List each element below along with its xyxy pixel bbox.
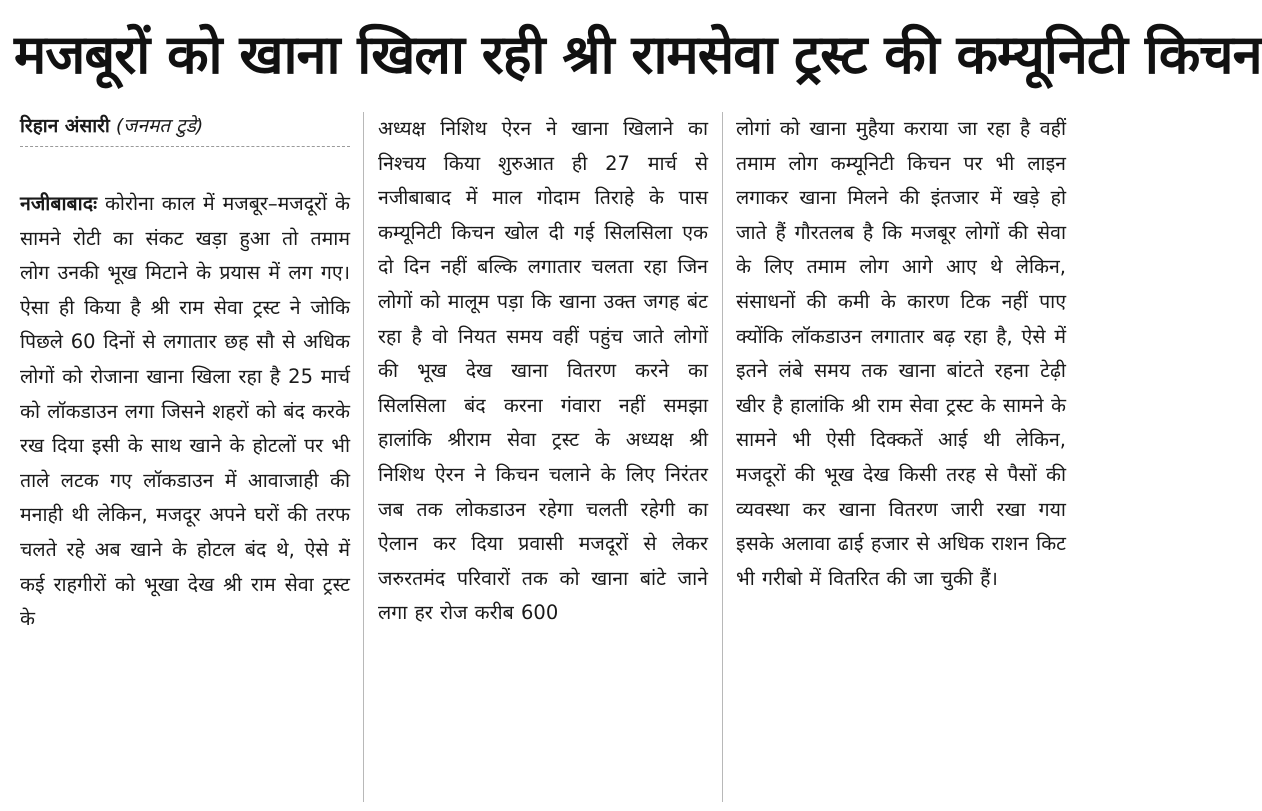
article-paragraph-1 xyxy=(20,187,350,637)
byline-divider xyxy=(20,146,350,147)
byline-author: रिहान अंसारी xyxy=(20,115,110,137)
column-divider-2 xyxy=(722,112,723,802)
article-text-1: कोरोना काल में मजबूर–मजदूरों के सामने रोटी का संकट खड़ा हुआ तो तमाम लोग उनकी भूख मिटाने के प्रयास में लग गए। ऐसा ही किया है श्री राम सेवा ट्रस्ट ने जोकि पिछले 60 दिनों से लगातार छह सौ से अधिक लोगों को रोजाना खाना खिला रहा है 25 मार्च को लॉकडाउन लगा जिसने शहरों को बंद करके रख दिया इसी के साथ खाने के होटलों पर भी ताले लटक गए लॉकडाउन में आवाजाही की मनाही थी लेकिन, मजदूर अपने घरों की तरफ चलते रहे अब खाने के होटल बंद थे, ऐसे में कई राहगीरों को भूखा देख श्री राम सेवा ट्रस्ट के xyxy=(20,192,350,631)
byline-source: (जनमत टुडे) xyxy=(115,115,204,137)
article-text-2: अध्यक्ष निशिथ ऐरन ने खाना खिलाने का निश्चय किया शुरुआत ही 27 मार्च से नजीबाबाद में माल गोदाम तिराहे के पास कम्यूनिटी किचन खोल दी गई सिलसिला एक दो दिन नहीं बल्कि लगातार चलता रहा जिन लोगों को मालूम पड़ा कि खाना उक्त जगह बंट रहा है वो नियत समय वहीं पहुंच जाते लोगों की भूख देख खाना वितरण करने का सिलसिला बंद करना गंवारा नहीं समझा हालांकि श्रीराम सेवा ट्रस्ट के अध्यक्ष श्री निशिथ ऐरन ने किचन चलाने के लिए निरंतर जब तक लोकडाउन रहेगा चलती रहेगी का ऐलान कर दिया प्रवासी मजदूरों से लेकर जरुरतमंद परिवारों तक को खाना बांटे जाने लगा हर रोज करीब 600 xyxy=(378,117,708,625)
byline xyxy=(20,108,350,144)
headline: मजबूरों को खाना खिला रही श्री रामसेवा ट्रस्ट की कम्यूनिटी किचन xyxy=(14,23,1262,86)
column-divider-1 xyxy=(363,112,364,802)
dateline: नजीबाबादः xyxy=(20,192,98,215)
article-column-3 xyxy=(736,108,1066,808)
article-text-3: लोगां को खाना मुहैया कराया जा रहा है वहीं तमाम लोग कम्यूनिटी किचन पर भी लाइन लगाकर खाना मिलने की इंतजार में खड़े हो जाते हैं गौरतलब है कि मजबूर लोगों की सेवा के लिए तमाम लोग आगे आए थे लेकिन, संसाधनों की कमी के कारण टिक नहीं पाए क्योंकि लॉकडाउन लगातार बढ़ रहा है, ऐसे में इतने लंबे समय तक खाना बांटते रहना टेढ़ी खीर है हालांकि श्री राम सेवा ट्रस्ट के सामने के सामने भी ऐसी दिक्कतें आई थी लेकिन, मजदूरों की भूख देख किसी तरह से पैसों की व्यवस्था कर खाना वितरण जारी रखा गया इसके अलावा ढाई हजार से अधिक राशन किट भी गरीबो में वितरित की जा चुकी हैं। xyxy=(736,117,1066,590)
article-column-1 xyxy=(20,108,350,808)
article-column-2 xyxy=(378,108,708,808)
